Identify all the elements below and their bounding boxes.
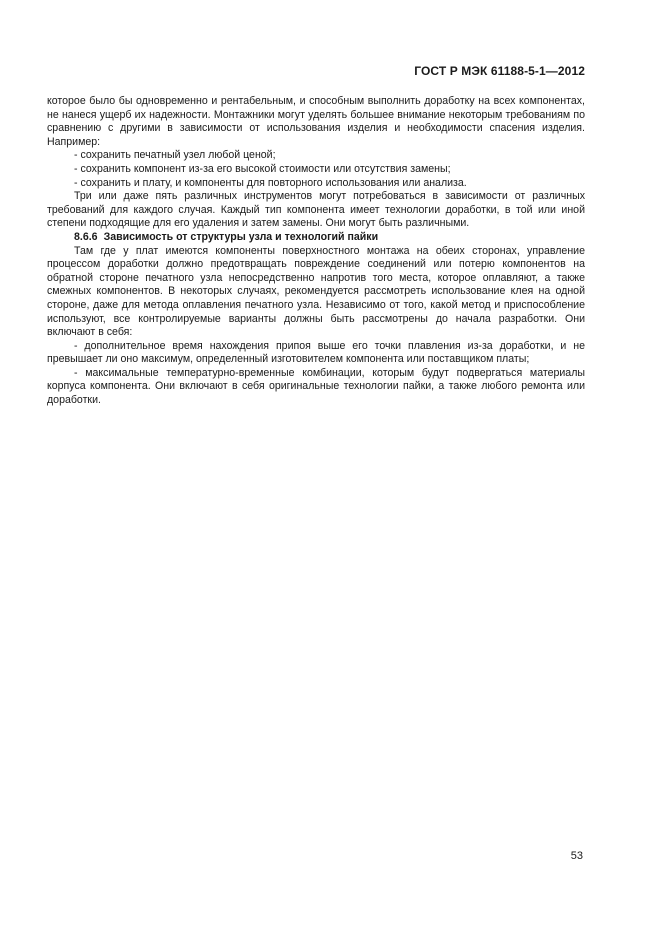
paragraph-continuation: которое было бы одновременно и рентабельным, и способным выполнить доработку на всех компонентах, не нанеся ущерб их надежности. Монтажники могут уделять большее внимание некоторым требованиям по сравнению с другими в зависимости от использования изделия и необходимости спасения изделия. Например: [47, 95, 585, 148]
standard-code-header: ГОСТ Р МЭК 61188-5-1—2012 [414, 64, 585, 78]
list-item: - дополнительное время нахождения припоя выше его точки плавления из-за доработки, и не превышает ли оно максимум, определенный изготовителем компонента или поставщиком платы; [47, 339, 585, 366]
paragraph: Там где у плат имеются компоненты поверхностного монтажа на обеих сторонах, управление процессом доработки должно предотвращать повреждение соединений или потерю компонентов на обратной стороне печатного узла непосредственно напротив того места, которое оплавляют, а также смежных компонентов. В некоторых случаях, рекомендуется рассмотреть использование клея на одной стороне, даже для метода оплавления печатного узла. Независимо от того, какой метод и приспособление используют, все контролируемые варианты должны быть рассмотрены до начала разработки. Они включают в себя: [47, 244, 585, 339]
body-text [47, 95, 585, 408]
list-item: - сохранить печатный узел любой ценой; [74, 149, 276, 162]
list-item: - сохранить и плату, и компоненты для повторного использования или анализа. [74, 176, 467, 189]
list-item: - максимальные температурно-временные комбинации, которым будут подвергаться материалы корпуса компонента. Они включают в себя оригинальные технологии пайки, а также любого ремонта или доработки. [47, 366, 585, 407]
section-heading [47, 231, 585, 245]
page-number: 53 [570, 850, 583, 862]
section-number: 8.6.6 [74, 230, 98, 243]
paragraph: Три или даже пять различных инструментов могут потребоваться в зависимости от различных требований для каждого случая. Каждый тип компонента имеет технологии доработки, в той или иной степени подходящие для его удаления и затем замены. Они могут быть различными. [47, 190, 585, 230]
section-title: Зависимость от структуры узла и технологий пайки [103, 230, 379, 243]
list-item: - сохранить компонент из-за его высокой стоимости или отсутствия замены; [74, 162, 451, 175]
